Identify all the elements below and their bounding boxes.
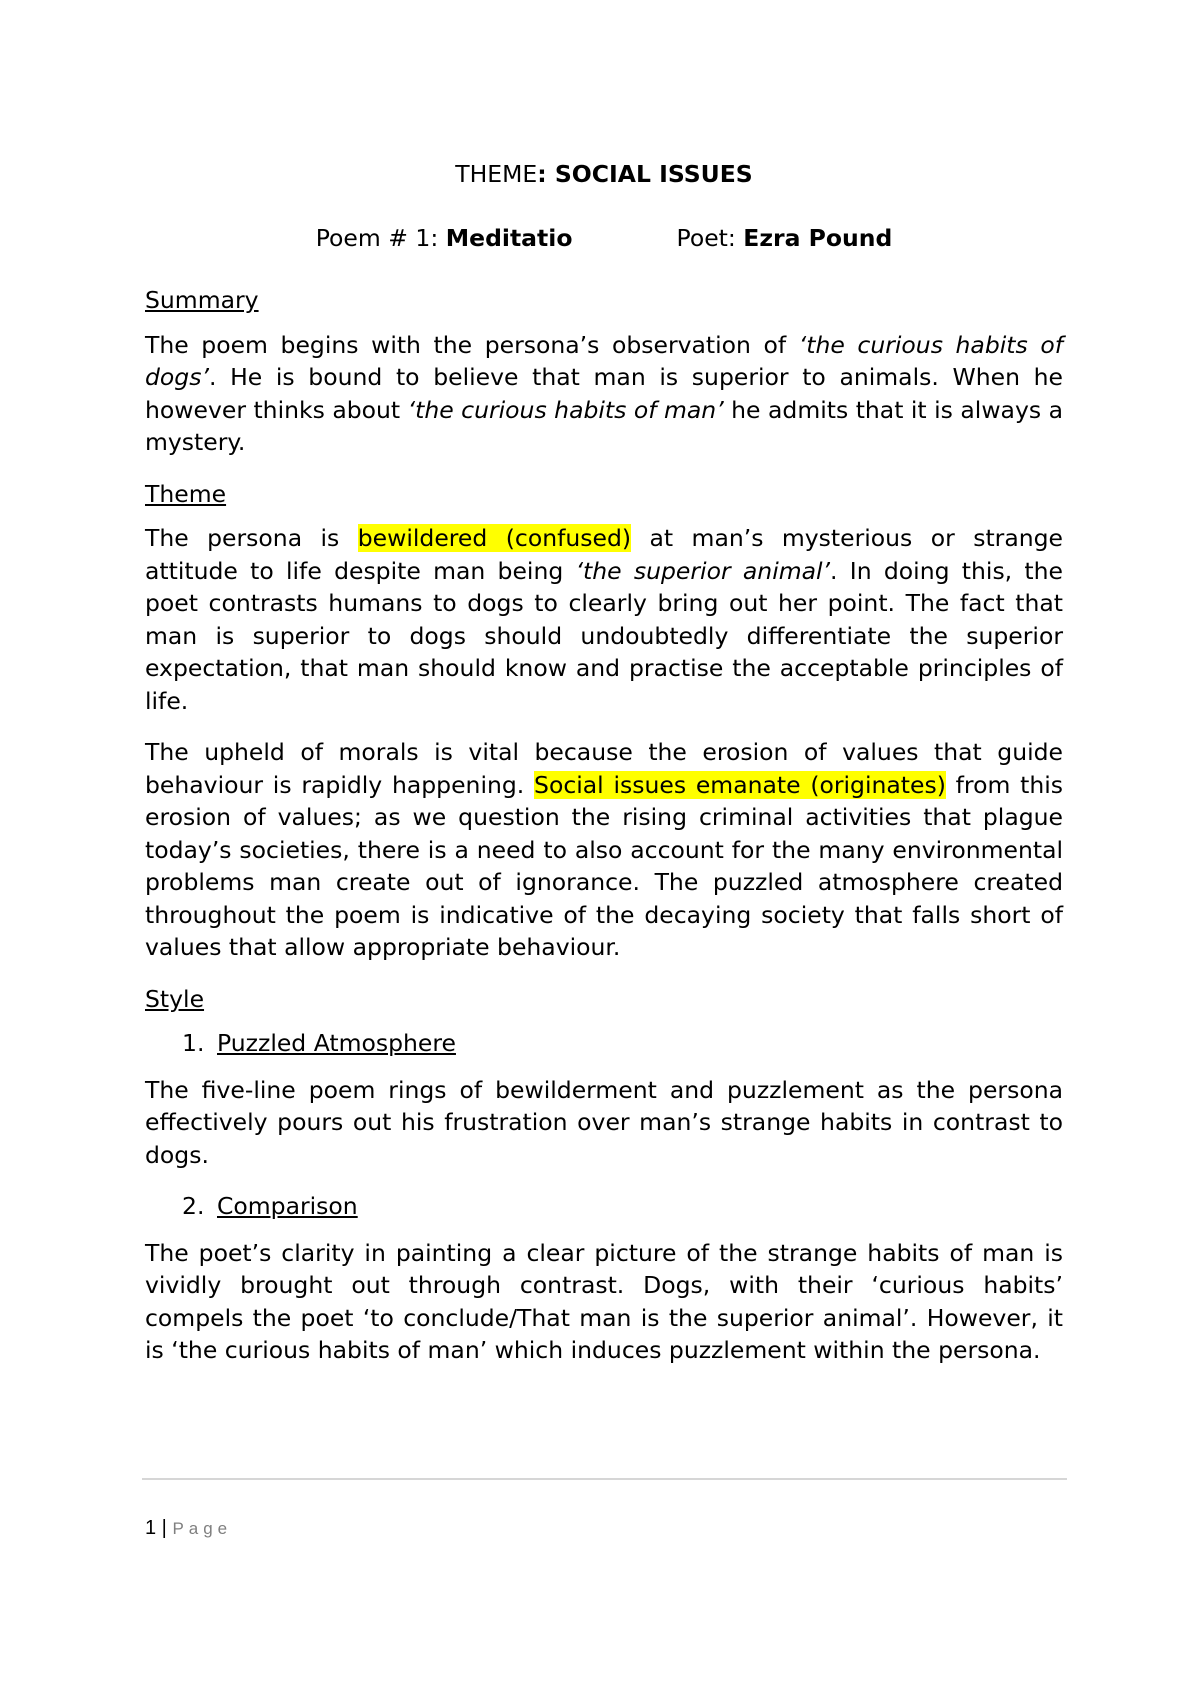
page-footer: 1 | Page: [145, 1517, 233, 1539]
style-item-1-title: 1. Puzzled Atmosphere: [182, 1029, 456, 1057]
summary-paragraph: The poem begins with the persona’s observation of ‘the curious habits of dogs’. He is bound to believe that man is superior to animals. When he however thinks about ‘the curious habits of man’ he admits that it is always a mystery.: [145, 330, 1063, 456]
poem-title: Meditatio: [445, 223, 573, 252]
summary-heading: Summary: [145, 286, 259, 314]
footer-divider: [142, 1478, 1067, 1480]
style-item-2-text: The poet’s clarity in painting a clear picture of the strange habits of man is vividly brought out through contrast. Dogs, with their ‘curious habits’ compels the poet ‘to conclude/That man is the superior animal’. However, it is ‘the curious habits of man’ which induces puzzlement within the persona.: [145, 1238, 1063, 1364]
style-item-1-text: The five-line poem rings of bewilderment and puzzlement as the persona effectively pours out his frustration over man’s strange habits in contrast to dogs.: [145, 1075, 1063, 1169]
highlight-social-issues: Social issues emanate (originates): [534, 770, 946, 799]
theme-paragraph-2: The upheld of morals is vital because the erosion of values that guide behaviour is rapidly happening. Social issues emanate (originates) from this erosion of values; as we question the rising criminal activities that plague today’s societies, there is a need to also account for the many environmental problems man create out of ignorance. The puzzled atmosphere created throughout the poem is indicative of the decaying society that falls short of values that allow appropriate behaviour.: [145, 738, 1063, 961]
document-body: [145, 158, 1063, 1386]
theme-value: : SOCIAL ISSUES: [537, 160, 753, 188]
style-item-2-title: 2. Comparison: [182, 1192, 358, 1220]
theme-heading: Theme: [145, 479, 227, 508]
style-heading: Style: [145, 984, 205, 1013]
poem-label: Poem # 1:: [315, 223, 446, 252]
theme-paragraph-1: The persona is bewildered (confused) at man’s mysterious or strange attitude to life despite man being ‘the superior animal’. In doing this, the poet contrasts humans to dogs to clearly bring out her point. The fact that man is superior to dogs should undoubtedly differentiate the superior expectation, that man should know and practise the acceptable principles of life.: [145, 524, 1064, 715]
page-label: Page: [172, 1519, 233, 1538]
poet-name: Ezra Pound: [743, 223, 893, 252]
theme-label: THEME: [455, 160, 538, 188]
page-number: 1: [145, 1517, 157, 1539]
theme-title: [145, 158, 1063, 191]
highlight-bewildered: bewildered (confused): [357, 524, 632, 552]
poem-info-line: [145, 222, 1063, 255]
poet-label: Poet:: [676, 223, 744, 252]
